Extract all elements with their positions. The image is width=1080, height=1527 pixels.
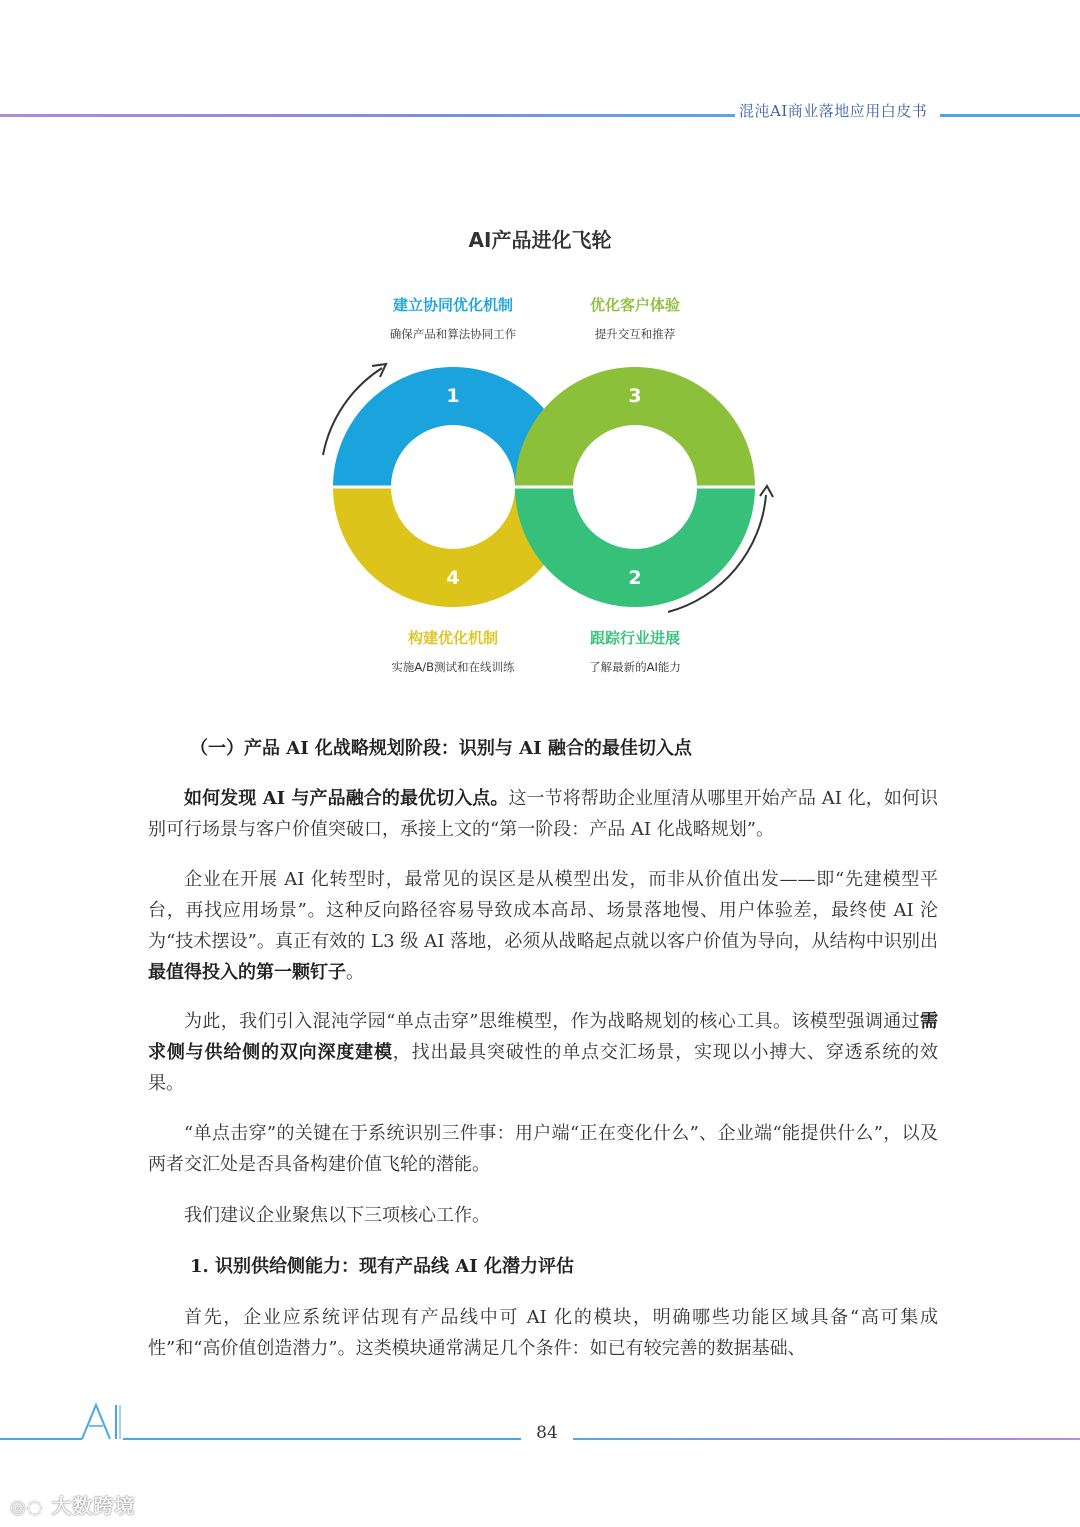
paragraph-3-bold: 需求侧与供给侧的双向深度建模 bbox=[148, 1011, 938, 1063]
flywheel-diagram bbox=[0, 0, 1080, 720]
stage-number-4: 4 bbox=[446, 567, 460, 589]
ai-logo-icon bbox=[80, 1402, 126, 1442]
paragraph-5: 我们建议企业聚焦以下三项核心工作。 bbox=[184, 1205, 490, 1226]
footer-rule-middle bbox=[123, 1438, 521, 1440]
flywheel-segment-2 bbox=[515, 487, 755, 607]
paragraph-1 bbox=[148, 783, 938, 845]
figure-title: AI产品进化飞轮 bbox=[468, 228, 612, 252]
paragraph-2-bold: 最值得投入的第一颗钉子 bbox=[148, 962, 346, 983]
page-number: 84 bbox=[536, 1423, 558, 1443]
paragraph-3 bbox=[148, 1006, 938, 1099]
paragraph-2 bbox=[148, 864, 938, 988]
stage-number-3: 3 bbox=[628, 385, 642, 407]
stage-2-title: 跟踪行业进展 bbox=[589, 629, 680, 647]
footer-rule-right bbox=[573, 1438, 1080, 1440]
paragraph-3-text-a: 为此，我们引入混沌学园“单点击穿”思维模型，作为战略规划的核心工具。该模型强调通过 bbox=[184, 1011, 920, 1032]
footer-rule-left bbox=[0, 1438, 82, 1440]
watermark bbox=[10, 1490, 135, 1519]
watermark-text: 大数跨境 bbox=[51, 1494, 136, 1518]
section-heading: （一）产品 AI 化战略规划阶段：识别与 AI 融合的最佳切入点 bbox=[190, 738, 692, 759]
watermark-logo-icon: ◎◌ bbox=[10, 1497, 44, 1518]
paragraph-1-text: 这一节将帮助企业厘清从哪里开始产品 AI 化，如何识别可行场景与客户价值突破口，承接上文的“第一阶段：产品 AI 化战略规划”。 bbox=[148, 788, 938, 840]
sub-heading: 1. 识别供给侧能力：现有产品线 AI 化潜力评估 bbox=[190, 1256, 574, 1277]
stage-4-subtitle: 实施A/B测试和在线训练 bbox=[391, 660, 515, 674]
paragraph-4: “单点击穿”的关键在于系统识别三件事：用户端“正在变化什么”、企业端“能提供什么”，以及两者交汇处是否具备构建价值飞轮的潜能。 bbox=[148, 1123, 938, 1175]
paragraph-2-end: 。 bbox=[346, 962, 364, 983]
stage-4-title: 构建优化机制 bbox=[407, 629, 498, 647]
stage-1-title: 建立协同优化机制 bbox=[392, 296, 513, 314]
stage-number-1: 1 bbox=[446, 385, 460, 407]
paragraph-1-bold: 如何发现 AI 与产品融合的最优切入点。 bbox=[184, 788, 509, 809]
stage-2-subtitle: 了解最新的AI能力 bbox=[589, 660, 681, 674]
header-title: 混沌AI商业落地应用白皮书 bbox=[739, 102, 928, 120]
stage-3-title: 优化客户体验 bbox=[589, 296, 680, 314]
stage-number-2: 2 bbox=[628, 567, 642, 589]
paragraph-3-text-b: ，找出最具突破性的单点交汇场景，实现以小搏大、穿透系统的效果。 bbox=[148, 1042, 938, 1094]
stage-1-subtitle: 确保产品和算法协同工作 bbox=[389, 327, 517, 341]
stage-3-subtitle: 提升交互和推荐 bbox=[594, 327, 676, 341]
paragraph-6: 首先，企业应系统评估现有产品线中可 AI 化的模块，明确哪些功能区域具备“高可集成性”和“高价值创造潜力”。这类模块通常满足几个条件：如已有较完善的数据基础、 bbox=[148, 1307, 938, 1359]
paragraph-2-text: 企业在开展 AI 化转型时，最常见的误区是从模型出发，而非从价值出发——即“先建模型平台，再找应用场景”。这种反向路径容易导致成本高昂、场景落地慢、用户体验差，最终使 AI 沦为“技术摆设”。真正有效的 L3 级 AI 落地，必须从战略起点就以客户价值为导向，从结构中识别出 bbox=[148, 869, 938, 952]
